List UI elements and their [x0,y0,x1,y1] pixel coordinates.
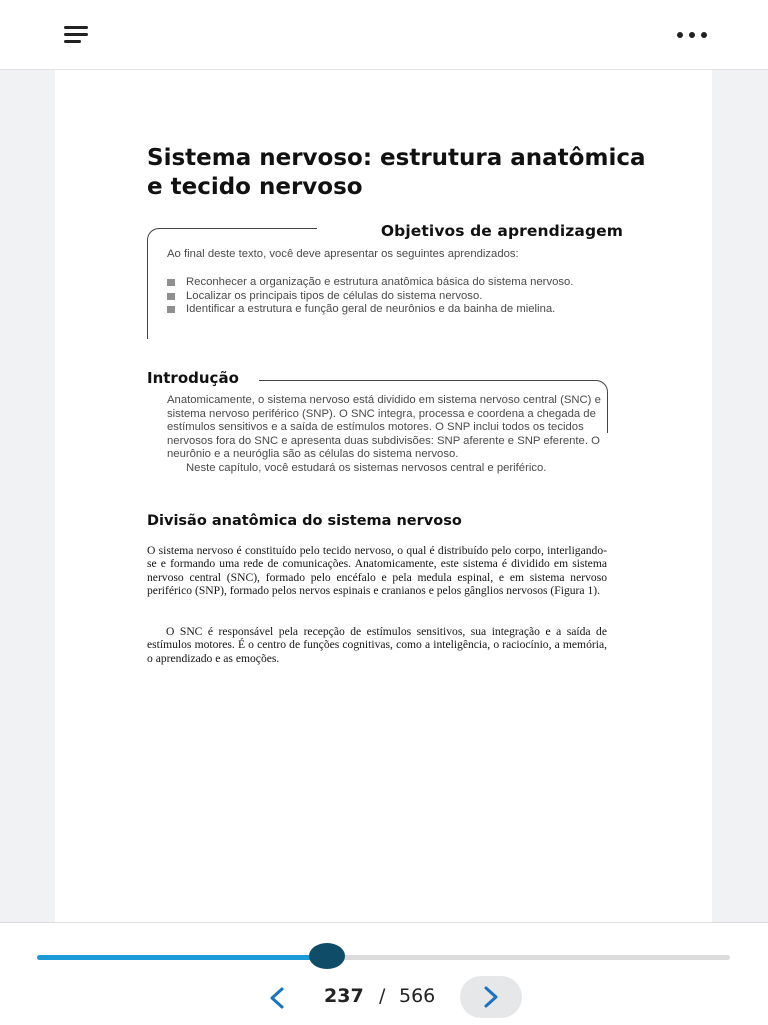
objectives-intro: Ao final deste texto, você deve apresentar os seguintes aprendizados: [167,248,519,260]
menu-button[interactable] [58,19,92,51]
page-slider-track[interactable] [37,955,730,960]
chevron-left-icon [263,983,291,1013]
objective-text: Identificar a estrutura e função geral de neurônios e da bainha de mielina. [186,303,556,315]
chevron-right-icon [460,976,522,1018]
list-item [167,303,607,317]
square-bullet-icon [167,306,175,313]
objective-text: Localizar os principais tipos de células do sistema nervoso. [186,289,483,302]
hamburger-line [64,33,88,36]
document-page [55,70,712,922]
pager-bar [0,922,768,1025]
current-page-number: 237 [324,985,364,1007]
top-bar [0,0,768,70]
page-slider-thumb[interactable] [309,943,345,969]
section-paragraph: O sistema nervoso é constituído pelo tecido nervoso, o qual é distribuído pelo corpo, interligando-se e formando uma rede de comunicações. Anatomicamente, este sistema é dividido em sistema nervoso central (SNC), formado pelo encéfalo e pela medula espinal, e em sistema nervoso periférico (SNP), formado pelos nervos espinais e cranianos e pelos gânglios nervosos (Figura 1). [147,544,607,597]
section-heading: Divisão anatômica do sistema nervoso [147,513,462,529]
previous-page-button[interactable] [263,983,291,1013]
section-paragraph: O SNC é responsável pela recepção de estímulos sensitivos, sua integração e a saída de estímulos motores. É o centro de funções cognitivas, como a inteligência, o raciocínio, a memória, o aprendizado e as emoções. [147,625,607,665]
more-options-button[interactable] [670,19,714,51]
objectives-list [167,276,607,317]
square-bullet-icon [167,293,175,300]
page-indicator [318,985,458,1009]
page-separator: / [379,985,386,1007]
hamburger-line-short [64,40,81,43]
introduction-body [167,394,607,475]
introduction-heading: Introdução [147,369,239,387]
list-item [167,276,607,290]
list-item [167,290,607,304]
square-bullet-icon [167,279,175,286]
hamburger-menu-icon [64,26,88,29]
objectives-heading: Objetivos de aprendizagem [317,222,623,240]
introduction-paragraph: Neste capítulo, você estudará os sistemas nervosos central e periférico. [186,461,547,474]
introduction-paragraph: Anatomicamente, o sistema nervoso está dividido em sistema nervoso central (SNC) e sistema nervoso periférico (SNP). O SNC integra, processa e coordena a chegada de estímulos sensitivos e a saída de estímulos motores. O SNP inclui todos os tecidos nervosos fora do SNC e apresenta duas subdivisões: SNP aferente e SNP eferente. O neurônio e a neuróglia são as células do sistema nervoso. [167,394,601,460]
page-slider-progress [37,955,327,960]
document-title: Sistema nervoso: estrutura anatômica e tecido nervoso [147,145,646,200]
objective-text: Reconhecer a organização e estrutura anatômica básica do sistema nervoso. [186,276,574,288]
next-page-button[interactable] [460,976,522,1018]
total-pages: 566 [399,985,436,1007]
